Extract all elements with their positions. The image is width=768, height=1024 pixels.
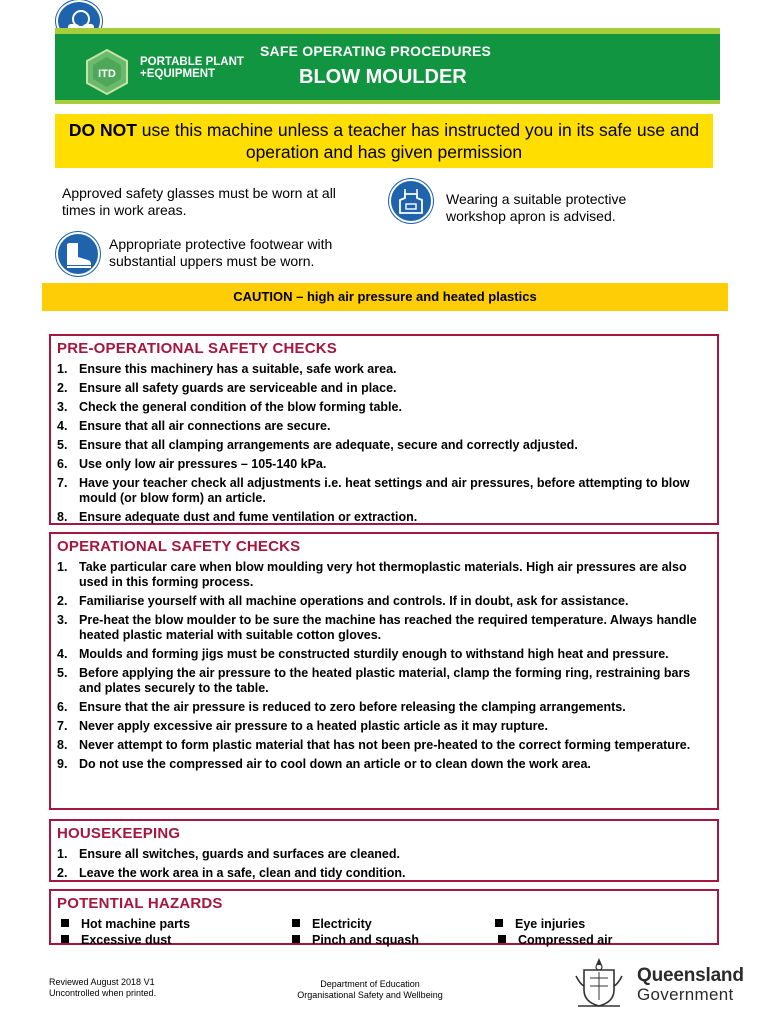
item-text: Pre-heat the blow moulder to be sure the machine has reached the required temperature. Always handle heated plastic material with suitable cotton gloves. [79, 613, 697, 642]
sop-label: SAFE OPERATING PROCEDURES [260, 43, 492, 59]
footwear-line2: substantial uppers must be worn. [109, 253, 315, 269]
hazard-item [292, 933, 419, 948]
hazard-item [292, 917, 372, 932]
list-item [57, 438, 711, 453]
item-text: Moulds and forming jigs must be constructed sturdily enough to withstand high heat and pressure. [79, 647, 669, 661]
item-number: 5. [57, 666, 68, 680]
item-number: 2. [57, 866, 68, 880]
housekeeping-list [57, 847, 711, 881]
bullet-square-icon [498, 935, 506, 943]
section-title: HOUSEKEEPING [57, 825, 181, 842]
operational-list [57, 560, 711, 772]
list-item [57, 738, 711, 753]
list-item [57, 700, 711, 715]
list-item [57, 719, 711, 734]
item-number: 6. [57, 700, 68, 714]
item-text: Do not use the compressed air to cool down an article or to clean down the work area. [79, 757, 591, 771]
list-item [57, 362, 711, 377]
apron-line2: workshop apron is advised. [446, 208, 616, 224]
item-number: 8. [57, 738, 68, 752]
hazard-label: Compressed air [518, 933, 613, 947]
apron-requirement [446, 191, 626, 225]
list-item [57, 400, 711, 415]
item-number: 3. [57, 400, 68, 414]
logo-line2: +EQUIPMENT [140, 68, 216, 80]
item-text: Familiarise yourself with all machine operations and controls. If in doubt, ask for assistance. [79, 594, 629, 608]
item-number: 5. [57, 438, 68, 452]
item-number: 4. [57, 419, 68, 433]
item-text: Ensure that all clamping arrangements are adequate, secure and correctly adjusted. [79, 438, 578, 452]
glasses-line1: Approved safety glasses must be worn at all [62, 185, 336, 201]
apron-icon [389, 179, 433, 223]
hazard-label: Pinch and squash [312, 933, 419, 947]
bullet-square-icon [495, 919, 503, 927]
hazard-label: Hot machine parts [81, 917, 191, 931]
item-text: Take particular care when blow moulding very hot thermoplastic materials. High air pressures are also used in this forming process. [79, 560, 687, 589]
item-text: Ensure that all air connections are secure. [79, 419, 331, 433]
glasses-requirement [62, 185, 336, 219]
list-item [57, 594, 711, 609]
gov-line1: Queensland [637, 965, 744, 986]
header-banner [55, 28, 720, 104]
item-number: 8. [57, 510, 68, 524]
unit-name: Organisational Safety and Wellbeing [297, 990, 443, 1000]
bullet-square-icon [292, 919, 300, 927]
do-not-warning [55, 114, 713, 168]
caution-banner: CAUTION – high air pressure and heated plastics [42, 283, 728, 311]
section-title: PRE-OPERATIONAL SAFETY CHECKS [57, 340, 337, 357]
item-text: Before applying the air pressure to the heated plastic material, clamp the forming ring, restraining bars and plates securely to the table. [79, 666, 691, 695]
pre-operational-list [57, 362, 711, 525]
section-title: OPERATIONAL SAFETY CHECKS [57, 538, 301, 555]
item-text: Have your teacher check all adjustments i.e. heat settings and air pressures, before attempting to blow mould (or blow form) an article. [79, 476, 690, 505]
item-number: 1. [57, 362, 68, 376]
item-text: Leave the work area in a safe, clean and tidy condition. [79, 866, 406, 880]
item-text: Ensure adequate dust and fume ventilation or extraction. [79, 510, 418, 524]
department-name: Department of Education [320, 979, 420, 989]
logo-line1: PORTABLE PLANT [140, 56, 244, 68]
pre-operational-section [49, 334, 719, 525]
list-item [57, 666, 711, 696]
hazard-item [495, 917, 585, 932]
item-text: Ensure all safety guards are serviceable and in place. [79, 381, 397, 395]
item-text: Check the general condition of the blow forming table. [79, 400, 402, 414]
item-text: Never attempt to form plastic material that has not been pre-heated to the correct forming temperature. [79, 738, 691, 752]
item-number: 7. [57, 476, 68, 490]
bullet-square-icon [61, 919, 69, 927]
list-item [57, 457, 711, 472]
item-number: 2. [57, 381, 68, 395]
item-number: 7. [57, 719, 68, 733]
queensland-government-logo [637, 966, 744, 1004]
footwear-requirement [109, 236, 332, 270]
footwear-line1: Appropriate protective footwear with [109, 236, 333, 252]
warning-emphasis: DO NOT [68, 120, 137, 140]
housekeeping-section [49, 819, 719, 882]
hazard-item [61, 933, 171, 948]
glasses-line2: times in work areas. [62, 202, 187, 218]
list-item [57, 476, 711, 506]
bullet-square-icon [61, 935, 69, 943]
item-text: Never apply excessive air pressure to a heated plastic article as it may rupture. [79, 719, 548, 733]
section-title: POTENTIAL HAZARDS [57, 895, 223, 912]
item-text: Ensure this machinery has a suitable, safe work area. [79, 362, 397, 376]
item-text: Use only low air pressures – 105-140 kPa. [79, 457, 327, 471]
item-text: Ensure all switches, guards and surfaces are cleaned. [79, 847, 400, 861]
warning-text: use this machine unless a teacher has instructed you in its safe use and operation and has given permission [136, 120, 700, 162]
list-item [57, 847, 711, 862]
hazard-item [61, 917, 190, 932]
list-item [57, 560, 711, 590]
item-number: 1. [57, 560, 68, 574]
footer-review [49, 977, 156, 999]
operational-section [49, 532, 719, 810]
itd-logo-icon [83, 48, 131, 96]
list-item [57, 757, 711, 772]
item-text: Ensure that the air pressure is reduced to zero before releasing the clamping arrangements. [79, 700, 626, 714]
item-number: 6. [57, 457, 68, 471]
hazard-item [498, 933, 612, 948]
hazards-grid [57, 913, 711, 947]
hazard-label: Electricity [312, 917, 372, 931]
bullet-square-icon [292, 935, 300, 943]
item-number: 4. [57, 647, 68, 661]
list-item [57, 510, 711, 525]
hazards-section [49, 889, 719, 945]
logo-mark: ITD [98, 68, 116, 80]
item-number: 1. [57, 847, 68, 861]
item-number: 9. [57, 757, 68, 771]
list-item [57, 866, 711, 881]
hazard-label: Excessive dust [81, 933, 172, 947]
queensland-crest-icon [574, 956, 624, 1010]
list-item [57, 647, 711, 662]
hazard-label: Eye injuries [515, 917, 586, 931]
item-number: 2. [57, 594, 68, 608]
page-title: BLOW MOULDER [299, 66, 467, 88]
footer-department [270, 979, 470, 1001]
uncontrolled-note: Uncontrolled when printed. [49, 988, 157, 998]
list-item [57, 613, 711, 643]
footwear-icon [56, 232, 100, 276]
item-number: 3. [57, 613, 68, 627]
list-item [57, 381, 711, 396]
reviewed-date: Reviewed August 2018 V1 [49, 977, 155, 987]
list-item [57, 419, 711, 434]
apron-line1: Wearing a suitable protective [446, 191, 627, 207]
gov-line2: Government [637, 985, 734, 1004]
logo-text [140, 56, 244, 80]
